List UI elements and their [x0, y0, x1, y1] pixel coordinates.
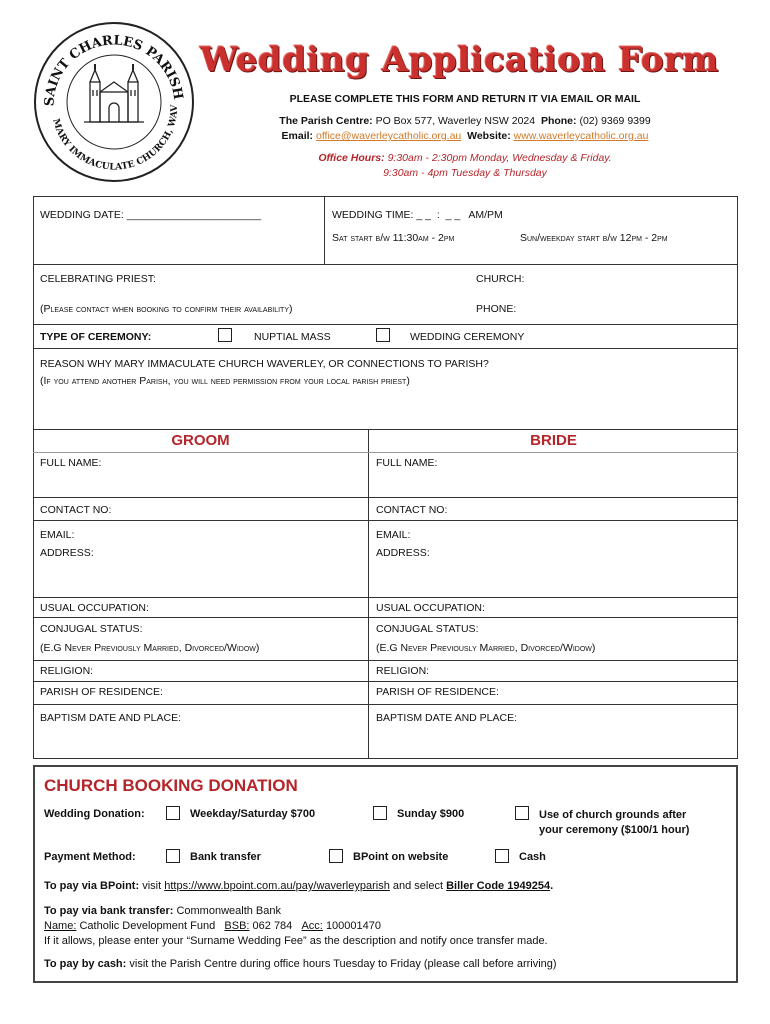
header-info [200, 92, 730, 181]
cash-checkbox[interactable] [495, 849, 509, 863]
cash-heading: To pay by cash: [44, 958, 127, 970]
bank-transfer-checkbox[interactable] [166, 849, 180, 863]
parish-logo [32, 20, 197, 185]
parish-seal-icon [32, 20, 197, 185]
bride-parish-field[interactable]: PARISH OF RESIDENCE: [376, 686, 499, 698]
groom-email-field[interactable]: EMAIL: [40, 529, 75, 541]
groom-heading: GROOM [171, 432, 230, 449]
cash-label: Cash [519, 851, 546, 863]
bpoint-heading: To pay via BPoint: [44, 880, 140, 892]
groom-address-field[interactable]: ADDRESS: [40, 547, 94, 559]
bpoint-label: BPoint on website [353, 851, 449, 863]
office-hours-line2: 9:30am - 4pm Tuesday & Thursday [383, 167, 547, 179]
bank-name: Commonwealth Bank [176, 905, 282, 917]
form-title: Wedding Application Form [200, 40, 720, 80]
logo-ring-bottom: MARY IMMACULATE CHURCH, WAV [50, 104, 181, 173]
website-link[interactable]: www.waverleycatholic.org.au [513, 130, 649, 142]
bride-conjugal-note: (E.G Never Previously Married, Divorced/Widow) [376, 642, 596, 654]
groom-full-name-field[interactable]: FULL NAME: [40, 457, 102, 469]
bride-occupation-field[interactable]: USUAL OCCUPATION: [376, 602, 485, 614]
groom-parish-field[interactable]: PARISH OF RESIDENCE: [40, 686, 163, 698]
email-label: Email: [281, 130, 314, 142]
bride-heading: BRIDE [530, 432, 577, 449]
sunday-note: Sun/weekday start b/w 12pm - 2pm [520, 232, 668, 244]
bride-contact-field[interactable]: CONTACT NO: [376, 504, 448, 516]
phone-value: (02) 9369 9399 [579, 115, 651, 127]
nuptial-mass-checkbox[interactable] [218, 328, 232, 342]
wedding-ceremony-label: WEDDING CEREMONY [410, 331, 525, 343]
biller-code: Biller Code 1949254 [446, 880, 551, 892]
cash-instructions [44, 958, 557, 970]
contact-line [200, 129, 730, 144]
centre-address: PO Box 577, Waverley NSW 2024 [375, 115, 536, 127]
bpoint-checkbox[interactable] [329, 849, 343, 863]
celebrating-priest-field[interactable]: CELEBRATING PRIEST: [40, 273, 156, 285]
weekday-saturday-label: Weekday/Saturday $700 [190, 808, 316, 820]
bpoint-instructions: To pay via BPoint: visit https://www.bpoint.com.au/pay/waverleyparish and select Biller Code 1949254. [44, 880, 554, 892]
church-grounds-line1: Use of church grounds after [539, 809, 687, 821]
bpoint-select: and select [392, 880, 444, 892]
bank-note: If it allows, please enter your “Surname Wedding Fee” as the description and notify once transfer made. [44, 935, 548, 947]
donation-section [33, 765, 738, 983]
groom-religion-field[interactable]: RELIGION: [40, 665, 94, 677]
wedding-time-field[interactable]: WEDDING TIME: _ _ : _ _ AM/PM [332, 209, 503, 221]
bsb-label: BSB: [224, 920, 250, 932]
instruction-text: PLEASE COMPLETE THIS FORM AND RETURN IT VIA EMAIL OR MAIL [289, 93, 641, 105]
centre-line [200, 114, 730, 129]
website-label: Website: [467, 130, 511, 142]
church-grounds-line2: your ceremony ($100/1 hour) [539, 824, 690, 836]
bank-heading: To pay via bank transfer: [44, 905, 174, 917]
church-field[interactable]: CHURCH: [476, 273, 525, 285]
bank-transfer-label: Bank transfer [190, 851, 261, 863]
groom-conjugal-field[interactable]: CONJUGAL STATUS: [40, 623, 143, 635]
centre-label: The Parish Centre: [279, 115, 373, 127]
church-grounds-checkbox[interactable] [515, 806, 529, 820]
logo-ring-top: SAINT CHARLES PARISH [42, 33, 186, 107]
phone-label: Phone: [540, 115, 577, 127]
groom-baptism-field[interactable]: BAPTISM DATE AND PLACE: [40, 712, 182, 724]
bride-email-field[interactable]: EMAIL: [376, 529, 411, 541]
reason-field[interactable]: REASON WHY MARY IMMACULATE CHURCH WAVERLEY, OR CONNECTIONS TO PARISH? [40, 358, 489, 370]
phone-field[interactable]: PHONE: [476, 303, 517, 315]
donation-heading: CHURCH BOOKING DONATION [44, 776, 298, 795]
wedding-donation-label: Wedding Donation: [44, 808, 145, 820]
bank-instructions [44, 904, 548, 949]
bride-full-name-field[interactable]: FULL NAME: [376, 457, 438, 469]
office-hours-line1: 9:30am - 2:30pm Monday, Wednesday & Friday. [387, 152, 612, 164]
ceremony-type-label: TYPE OF CEREMONY: [40, 331, 152, 343]
wedding-date-field[interactable]: WEDDING DATE: _______________________ [40, 209, 262, 221]
acc-value: 100001470 [325, 920, 381, 932]
reason-note: (If you attend another Parish, you will need permission from your local parish priest) [40, 375, 410, 387]
email-link[interactable]: office@waverleycatholic.org.au [315, 130, 462, 142]
sunday-label: Sunday $900 [397, 808, 465, 820]
bsb-value: 062 784 [252, 920, 293, 932]
bpoint-link[interactable]: https://www.bpoint.com.au/pay/waverleyparish [164, 880, 390, 892]
groom-contact-field[interactable]: CONTACT NO: [40, 504, 112, 516]
saturday-note: Sat start b/w 11:30am - 2pm [332, 232, 455, 244]
office-hours-label: Office Hours: [318, 152, 385, 164]
account-name-label: Name: [44, 920, 77, 932]
svg-text:SAINT CHARLES PARISH [42, 33, 185, 106]
priest-note: (Please contact when booking to confirm their availability) [40, 303, 293, 315]
groom-conjugal-note: (E.G Never Previously Married, Divorced/Widow) [40, 642, 260, 654]
acc-label: Acc: [301, 920, 323, 932]
cash-text: visit the Parish Centre during office hours Tuesday to Friday (please call before arriving) [129, 958, 557, 970]
church-grounds-label [539, 808, 689, 838]
nuptial-mass-label: NUPTIAL MASS [254, 331, 331, 343]
wedding-ceremony-checkbox[interactable] [376, 328, 390, 342]
office-hours [200, 151, 730, 166]
bride-conjugal-field[interactable]: CONJUGAL STATUS: [376, 623, 479, 635]
account-name-value: Catholic Development Fund [79, 920, 216, 932]
sunday-checkbox[interactable] [373, 806, 387, 820]
bride-religion-field[interactable]: RELIGION: [376, 665, 430, 677]
bride-address-field[interactable]: ADDRESS: [376, 547, 430, 559]
bpoint-visit: visit [142, 880, 162, 892]
bride-baptism-field[interactable]: BAPTISM DATE AND PLACE: [376, 712, 518, 724]
groom-occupation-field[interactable]: USUAL OCCUPATION: [40, 602, 149, 614]
payment-method-label: Payment Method: [44, 851, 136, 863]
weekday-saturday-checkbox[interactable] [166, 806, 180, 820]
